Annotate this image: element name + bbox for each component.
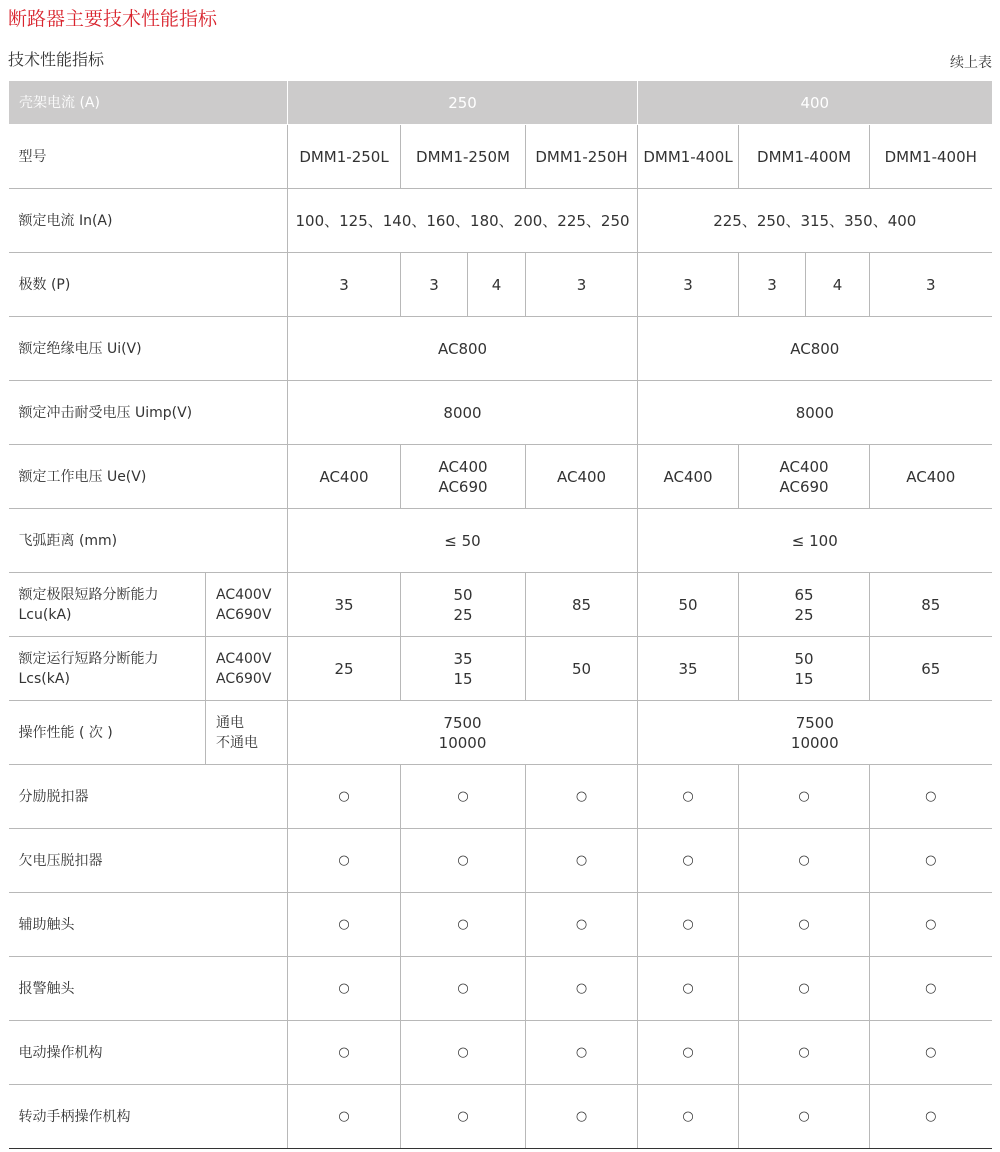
option-mark: ○ <box>870 893 992 957</box>
accessory-label: 电动操作机构 <box>9 1021 288 1085</box>
section-subtitle: 技术性能指标 <box>8 50 105 69</box>
option-mark: ○ <box>739 1085 870 1149</box>
ics-label-line: 额定运行短路分断能力 <box>18 650 159 667</box>
insulation-250: AC800 <box>288 317 638 381</box>
ics-line: 35 <box>453 649 473 668</box>
model-cell: DMM1-400L <box>638 125 739 189</box>
option-mark: ○ <box>401 765 526 829</box>
icu-line: 25 <box>794 605 814 624</box>
option-mark: ○ <box>739 765 870 829</box>
icu-label <box>9 573 206 637</box>
poles-cell: 3 <box>638 253 739 317</box>
operation-line: 10000 <box>790 733 839 752</box>
operation-sub-line: 不通电 <box>216 734 258 751</box>
option-mark: ○ <box>526 1021 638 1085</box>
ics-label-line: Lcs(kA) <box>18 670 70 687</box>
ics-row <box>9 637 992 701</box>
continued-note: 续上表 <box>950 55 992 71</box>
ics-cell <box>739 637 870 701</box>
working-voltage-cell: AC400 <box>288 445 401 509</box>
option-mark: ○ <box>401 1021 526 1085</box>
insulation-row <box>9 317 992 381</box>
ics-cell: 25 <box>288 637 401 701</box>
option-mark: ○ <box>870 957 992 1021</box>
option-mark: ○ <box>638 829 739 893</box>
poles-cell: 4 <box>806 253 870 317</box>
poles-cell: 3 <box>526 253 638 317</box>
working-voltage-cell: AC400 <box>526 445 638 509</box>
insulation-400: AC800 <box>638 317 992 381</box>
operation-line: 7500 <box>443 713 482 732</box>
option-mark: ○ <box>401 893 526 957</box>
icu-cell <box>739 573 870 637</box>
option-mark: ○ <box>401 829 526 893</box>
option-mark: ○ <box>739 1021 870 1085</box>
icu-sub-line: AC400V <box>216 586 272 603</box>
poles-cell: 3 <box>870 253 992 317</box>
ics-sub-line: AC690V <box>216 670 272 687</box>
operation-line: 10000 <box>438 733 487 752</box>
option-mark: ○ <box>526 829 638 893</box>
rated-current-250: 100、125、140、160、180、200、225、250 <box>288 189 638 253</box>
accessory-row <box>9 765 992 829</box>
option-mark: ○ <box>870 829 992 893</box>
operation-250 <box>288 701 638 765</box>
insulation-label: 额定绝缘电压 Ui(V) <box>9 317 288 381</box>
accessory-label: 报警触头 <box>9 957 288 1021</box>
impulse-250: 8000 <box>288 381 638 445</box>
icu-line: 65 <box>794 585 814 604</box>
working-voltage-line: AC690 <box>438 477 488 496</box>
poles-label: 极数 (P) <box>9 253 288 317</box>
ics-cell <box>401 637 526 701</box>
ics-sub-line: AC400V <box>216 650 272 667</box>
working-voltage-line: AC400 <box>779 457 829 476</box>
working-voltage-line: AC690 <box>779 477 829 496</box>
operation-line: 7500 <box>795 713 834 732</box>
rated-current-400: 225、250、315、350、400 <box>638 189 992 253</box>
accessory-row <box>9 1021 992 1085</box>
frame-row <box>9 81 992 125</box>
option-mark: ○ <box>288 957 401 1021</box>
icu-line: 50 <box>453 585 473 604</box>
accessory-label: 转动手柄操作机构 <box>9 1085 288 1149</box>
option-mark: ○ <box>288 1085 401 1149</box>
option-mark: ○ <box>870 1021 992 1085</box>
option-mark: ○ <box>638 893 739 957</box>
option-mark: ○ <box>526 957 638 1021</box>
option-mark: ○ <box>526 893 638 957</box>
icu-sub <box>206 573 288 637</box>
icu-label-line: Lcu(kA) <box>18 606 72 623</box>
frame-400: 400 <box>638 81 992 125</box>
poles-cell: 3 <box>401 253 468 317</box>
model-cell: DMM1-400H <box>870 125 992 189</box>
ics-cell: 35 <box>638 637 739 701</box>
accessory-label: 辅助触头 <box>9 893 288 957</box>
accessory-label: 欠电压脱扣器 <box>9 829 288 893</box>
option-mark: ○ <box>288 1021 401 1085</box>
working-voltage-label: 额定工作电压 Ue(V) <box>9 445 288 509</box>
icu-row <box>9 573 992 637</box>
accessory-row <box>9 1085 992 1149</box>
poles-row <box>9 253 992 317</box>
working-voltage-cell <box>739 445 870 509</box>
option-mark: ○ <box>638 765 739 829</box>
operation-sub-line: 通电 <box>216 714 244 731</box>
icu-cell: 35 <box>288 573 401 637</box>
accessory-row <box>9 893 992 957</box>
arc-row <box>9 509 992 573</box>
poles-cell: 4 <box>468 253 526 317</box>
option-mark: ○ <box>638 1085 739 1149</box>
ics-sub <box>206 637 288 701</box>
model-cell: DMM1-400M <box>739 125 870 189</box>
ics-line: 50 <box>794 649 814 668</box>
model-cell: DMM1-250L <box>288 125 401 189</box>
working-voltage-row <box>9 445 992 509</box>
accessory-label: 分励脱扣器 <box>9 765 288 829</box>
accessory-row <box>9 957 992 1021</box>
icu-cell: 85 <box>870 573 992 637</box>
ics-cell: 65 <box>870 637 992 701</box>
option-mark: ○ <box>288 765 401 829</box>
operation-400 <box>638 701 992 765</box>
option-mark: ○ <box>401 957 526 1021</box>
option-mark: ○ <box>870 765 992 829</box>
operation-label: 操作性能 ( 次 ) <box>9 701 206 765</box>
option-mark: ○ <box>288 893 401 957</box>
spec-table <box>8 80 992 1149</box>
model-row <box>9 125 992 189</box>
ics-label <box>9 637 206 701</box>
impulse-row <box>9 381 992 445</box>
option-mark: ○ <box>739 829 870 893</box>
option-mark: ○ <box>401 1085 526 1149</box>
option-mark: ○ <box>638 957 739 1021</box>
arc-250: ≤ 50 <box>288 509 638 573</box>
icu-cell: 85 <box>526 573 638 637</box>
icu-cell <box>401 573 526 637</box>
option-mark: ○ <box>638 1021 739 1085</box>
icu-cell: 50 <box>638 573 739 637</box>
rated-current-label: 额定电流 In(A) <box>9 189 288 253</box>
frame-label: 壳架电流 (A) <box>9 81 288 125</box>
operation-row <box>9 701 992 765</box>
icu-line: 25 <box>453 605 473 624</box>
option-mark: ○ <box>739 893 870 957</box>
rated-current-row <box>9 189 992 253</box>
option-mark: ○ <box>739 957 870 1021</box>
option-mark: ○ <box>526 1085 638 1149</box>
working-voltage-line: AC400 <box>438 457 488 476</box>
accessory-row <box>9 829 992 893</box>
working-voltage-cell <box>401 445 526 509</box>
ics-cell: 50 <box>526 637 638 701</box>
model-cell: DMM1-250H <box>526 125 638 189</box>
operation-sub <box>206 701 288 765</box>
impulse-400: 8000 <box>638 381 992 445</box>
option-mark: ○ <box>288 829 401 893</box>
model-label: 型号 <box>9 125 288 189</box>
impulse-label: 额定冲击耐受电压 Uimp(V) <box>9 381 288 445</box>
ics-line: 15 <box>453 669 473 688</box>
working-voltage-cell: AC400 <box>870 445 992 509</box>
option-mark: ○ <box>526 765 638 829</box>
icu-label-line: 额定极限短路分断能力 <box>18 586 159 603</box>
option-mark: ○ <box>870 1085 992 1149</box>
icu-sub-line: AC690V <box>216 606 272 623</box>
arc-label: 飞弧距离 (mm) <box>9 509 288 573</box>
ics-line: 15 <box>794 669 814 688</box>
arc-400: ≤ 100 <box>638 509 992 573</box>
working-voltage-cell: AC400 <box>638 445 739 509</box>
frame-250: 250 <box>288 81 638 125</box>
model-cell: DMM1-250M <box>401 125 526 189</box>
poles-cell: 3 <box>288 253 401 317</box>
page-title: 断路器主要技术性能指标 <box>8 8 218 30</box>
poles-cell: 3 <box>739 253 806 317</box>
